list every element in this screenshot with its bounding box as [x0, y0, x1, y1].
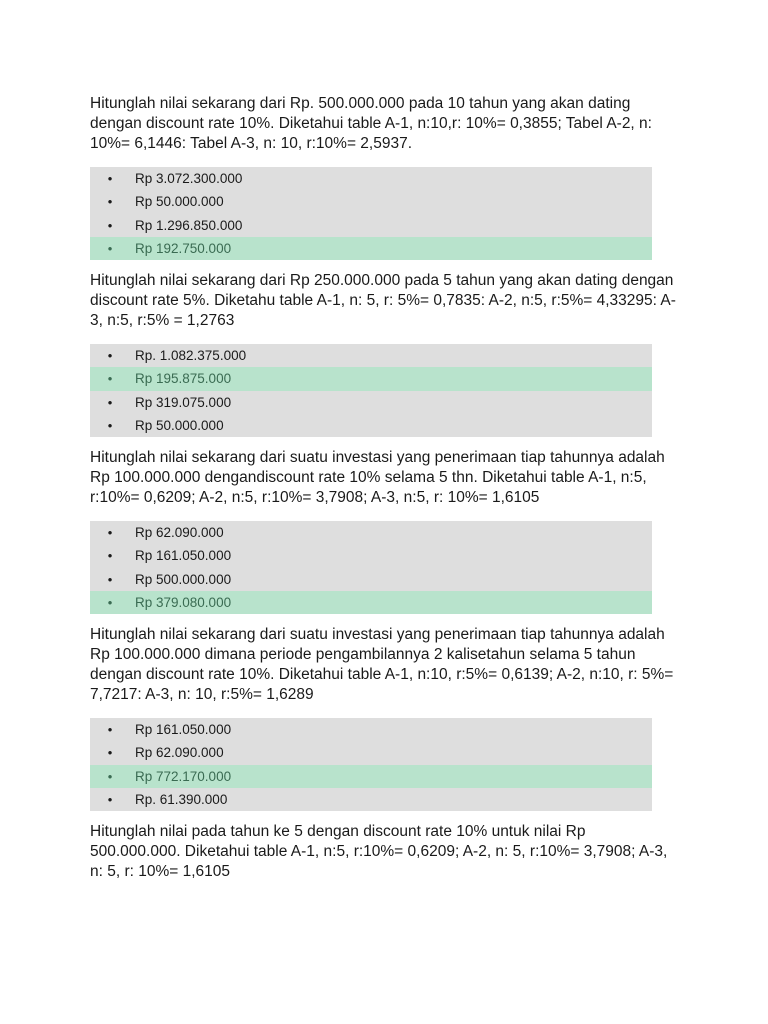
question-4-option-c-correct[interactable]: [90, 765, 652, 788]
bullet-icon: •: [107, 171, 113, 186]
question-2-options: [90, 344, 652, 437]
bullet-icon: •: [107, 594, 113, 610]
bullet-icon: •: [107, 417, 113, 433]
question-3-option-d-correct[interactable]: [90, 591, 652, 614]
bullet-icon: •: [107, 722, 113, 737]
bullet-icon: •: [107, 571, 113, 587]
option-label: Rp 50.000.000: [135, 194, 224, 210]
question-1-option-a[interactable]: [90, 167, 652, 190]
bullet-icon: •: [107, 371, 113, 387]
question-3-text: Hitunglah nilai sekarang dari suatu investasi yang penerimaan tiap tahunnya adalah Rp 100.000.000 dengandiscount rate 10% selama 5 thn. Diketahui table A-1, n:5, r:10%= 0,6209; A-2, n:5, r:10%= 3,7908; A-3, n:5, r: 10%= 1,6105: [90, 449, 665, 506]
question-2-option-a[interactable]: [90, 344, 652, 367]
question-4-text: Hitunglah nilai sekarang dari suatu investasi yang penerimaan tiap tahunnya adalah Rp 100.000.000 dimana periode pengambilannya 2 kalisetahun selama 5 tahun dengan discount rate 10%. Diketahui table A-1, n:10, r:5%= 0,6139; A-2, n:10, r: 5%= 7,7217: A-3, n: 10, r:5%= 1,6289: [90, 626, 674, 703]
bullet-icon: •: [107, 525, 113, 540]
bullet-icon: •: [107, 240, 113, 256]
question-3-option-c[interactable]: [90, 568, 652, 591]
option-label: Rp 62.090.000: [135, 745, 224, 761]
question-1-option-b[interactable]: [90, 190, 652, 213]
bullet-icon: •: [107, 394, 113, 410]
option-label: Rp. 1.082.375.000: [135, 348, 247, 363]
question-1-option-d-correct[interactable]: [90, 237, 652, 260]
question-2-option-d[interactable]: [90, 414, 652, 437]
question-1-text: Hitunglah nilai sekarang dari Rp. 500.000.000 pada 10 tahun yang akan dating dengan discount rate 10%. Diketahui table A-1, n:10,r: 10%= 0,3855; Tabel A-2, n: 10%= 6,1446: Tabel A-3, n: 10, r:10%= 2,5937.: [90, 95, 652, 152]
question-3-option-b[interactable]: [90, 544, 652, 567]
option-label: Rp 161.050.000: [135, 548, 232, 564]
question-3-options: [90, 521, 652, 614]
option-label: Rp 161.050.000: [135, 722, 232, 737]
question-4-option-d[interactable]: [90, 788, 652, 811]
question-4-option-b[interactable]: [90, 741, 652, 764]
option-label: Rp 195.875.000: [135, 371, 232, 387]
option-label: Rp 192.750.000: [135, 240, 232, 256]
question-1-option-c[interactable]: [90, 214, 652, 237]
bullet-icon: •: [107, 745, 113, 761]
question-2-text: Hitunglah nilai sekarang dari Rp 250.000.000 pada 5 tahun yang akan dating dengan discount rate 5%. Diketahu table A-1, n: 5, r: 5%= 0,7835: A-2, n:5, r:5%= 4,33295: A-3, n:5, r:5% = 1,2763: [90, 272, 676, 329]
option-label: Rp 62.090.000: [135, 525, 224, 540]
question-1-options: [90, 167, 652, 260]
option-label: Rp 379.080.000: [135, 594, 232, 610]
option-label: Rp 500.000.000: [135, 571, 232, 587]
option-label: Rp 3.072.300.000: [135, 171, 243, 186]
bullet-icon: •: [107, 791, 113, 807]
option-label: Rp. 61.390.000: [135, 791, 228, 807]
question-3-option-a[interactable]: [90, 521, 652, 544]
option-label: Rp 772.170.000: [135, 768, 232, 784]
question-5-text: Hitunglah nilai pada tahun ke 5 dengan discount rate 10% untuk nilai Rp 500.000.000. Diketahui table A-1, n:5, r:10%= 0,6209; A-2, n: 5, r:10%= 3,7908; A-3, n: 5, r: 10%= 1,6105: [90, 823, 668, 880]
bullet-icon: •: [107, 768, 113, 784]
question-2-option-b-correct[interactable]: [90, 367, 652, 390]
question-4-option-a[interactable]: [90, 718, 652, 741]
option-label: Rp 50.000.000: [135, 417, 224, 433]
bullet-icon: •: [107, 548, 113, 564]
option-label: Rp 319.075.000: [135, 394, 232, 410]
question-2-option-c[interactable]: [90, 391, 652, 414]
bullet-icon: •: [107, 348, 113, 363]
bullet-icon: •: [107, 217, 113, 233]
document-page: [90, 94, 680, 882]
question-4-options: [90, 718, 652, 811]
bullet-icon: •: [107, 194, 113, 210]
option-label: Rp 1.296.850.000: [135, 217, 243, 233]
